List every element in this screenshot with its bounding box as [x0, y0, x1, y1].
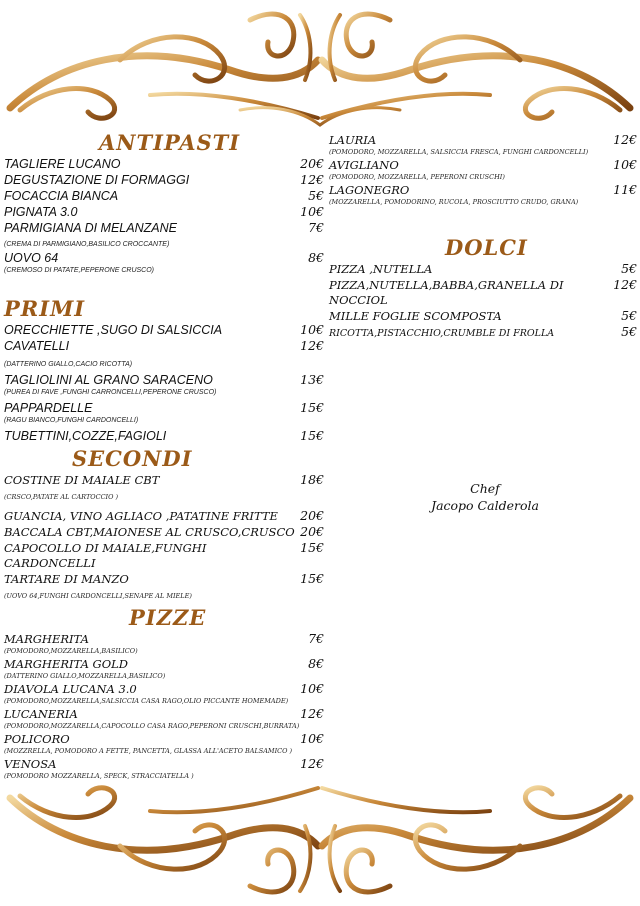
item-name: AVIGLIANO — [329, 158, 399, 172]
item-name: RICOTTA,PISTACCHIO,CRUMBLE DI FROLLA — [329, 328, 555, 339]
dolci-section — [445, 235, 637, 261]
item-price: 15€ — [300, 571, 324, 586]
bottom-ornament — [0, 776, 640, 906]
chef-name: Jacopo Calderola — [431, 498, 539, 513]
item-name: PIGNATA 3.0 — [4, 205, 78, 219]
item-description: (POMODORO,MOZZARELLA,BASILICO) — [4, 647, 138, 655]
item-description: (POMODORO,MOZZARELLA,CAPOCOLLO CASA RAGO,PEPERONI CRUSCHI,BURRATA) — [4, 722, 300, 730]
item-name: GUANCIA, VINO AGLIACO ,PATATINE FRITTE — [4, 509, 278, 523]
secondi-title: SECONDI — [72, 446, 193, 471]
item-description: (MOZZARELLA, POMODORINO, RUCOLA, PROSCIUTTO CRUDO, GRANA) — [329, 198, 579, 206]
item-name: DEGUSTAZIONE DI FORMAGGI — [4, 173, 190, 187]
item-description: (CREMA DI PARMIGIANO,BASILICO CROCCANTE) — [4, 241, 170, 248]
item-name: UOVO 64 — [4, 251, 59, 265]
item-price: 15€ — [300, 400, 324, 415]
pizze-title: PIZZE — [129, 605, 207, 630]
item-price: 12€ — [300, 172, 324, 187]
item-name: PIZZA,NUTELLA,BABBA,GRANELLA DI NOCCIOL — [329, 278, 564, 307]
item-description: (POMODORO,MOZZARELLA,SALSICCIA CASA RAGO,OLIO PICCANTE HOMEMADE) — [4, 697, 289, 705]
list-item — [4, 428, 324, 444]
item-description: (POMODORO MOZZARELLA, SPECK, STRACCIATELLA ) — [4, 772, 194, 780]
primi-section — [4, 296, 324, 322]
item-name: CAVATELLI — [4, 339, 70, 353]
item-price: 12€ — [613, 277, 637, 292]
chef-label: Chef — [470, 481, 500, 496]
item-price: 8€ — [308, 656, 324, 671]
item-price: 18€ — [300, 472, 324, 487]
list-item — [4, 322, 324, 338]
list-item — [329, 182, 637, 207]
item-name: BACCALA CBT,MAIONESE AL CRUSCO,CRUSCO — [4, 525, 295, 539]
dolci-title: DOLCI — [445, 235, 528, 260]
item-name: MILLE FOGLIE SCOMPOSTA — [329, 309, 502, 323]
item-price: 5€ — [308, 188, 324, 203]
item-name: MARGHERITA — [4, 632, 89, 646]
item-description: (CREMOSO DI PATATE,PEPERONE CRUSCO) — [4, 267, 154, 274]
secondi-section — [72, 446, 324, 472]
item-name: PAPPARDELLE — [4, 401, 93, 415]
item-name: POLICORO — [4, 732, 70, 746]
item-description: (MOZZRELLA, POMODORO A FETTE, PANCETTA, GLASSA ALL'ACETO BALSAMICO ) — [4, 747, 293, 755]
antipasti-list — [4, 156, 324, 276]
list-item — [4, 681, 324, 706]
item-price: 13€ — [300, 372, 324, 387]
pizze-section — [129, 605, 324, 631]
right-column — [329, 128, 637, 341]
item-price: 7€ — [308, 631, 324, 646]
list-item — [4, 706, 324, 731]
pizze-continued-list — [329, 132, 637, 207]
primi-list — [4, 322, 324, 444]
item-name: MARGHERITA GOLD — [4, 657, 129, 671]
item-name: LAURIA — [329, 133, 377, 147]
left-column — [4, 128, 324, 781]
antipasti-title: ANTIPASTI — [99, 130, 241, 155]
item-price: 7€ — [308, 220, 324, 235]
item-price: 15€ — [300, 540, 324, 555]
item-description: (PUREA DI FAVE ,FUNGHI CARRONCELLI,PEPERONE CRUSCO) — [4, 389, 217, 396]
list-item — [4, 156, 324, 172]
item-description: (CRSCO,PATATE AL CARTOCCIO ) — [4, 493, 119, 501]
pizze-list — [4, 631, 324, 781]
item-description: (RAGU BIANCO,FUNGHI CARDONCELLI) — [4, 417, 139, 424]
list-item — [4, 631, 324, 656]
item-name: DIAVOLA LUCANA 3.0 — [4, 682, 137, 696]
list-item — [329, 324, 637, 341]
dolci-list — [329, 261, 637, 341]
item-name: PIZZA ,NUTELLA — [329, 262, 433, 276]
list-item — [4, 338, 324, 370]
item-name: TAGLIERE LUCANO — [4, 157, 121, 171]
item-price: 10€ — [300, 322, 324, 337]
list-item — [4, 731, 324, 756]
item-price: 10€ — [613, 157, 637, 172]
list-item — [4, 250, 324, 276]
item-price: 5€ — [621, 324, 637, 339]
item-name: CAPOCOLLO DI MAIALE,FUNGHI CARDONCELLI — [4, 541, 207, 570]
item-name: PARMIGIANA DI MELANZANE — [4, 221, 177, 235]
item-price: 10€ — [300, 204, 324, 219]
item-description: (POMODORO, MOZZARELLA, PEPERONI CRUSCHI) — [329, 173, 505, 181]
list-item — [329, 308, 637, 324]
item-price: 20€ — [300, 156, 324, 171]
item-name: VENOSA — [4, 757, 57, 771]
item-name: TUBETTINI,COZZE,FAGIOLI — [4, 429, 167, 443]
item-name: FOCACCIA BIANCA — [4, 189, 119, 203]
item-description: (POMODORO, MOZZARELLA, SALSICCIA FRESCA, FUNGHI CARDONCELLI) — [329, 148, 589, 156]
item-name: LUCANERIA — [4, 707, 78, 721]
list-item — [4, 472, 324, 502]
item-name: LAGONEGRO — [329, 183, 410, 197]
list-item — [4, 220, 324, 250]
list-item — [329, 132, 637, 157]
list-item — [329, 277, 637, 308]
list-item — [4, 540, 324, 571]
primi-title: PRIMI — [4, 296, 86, 321]
top-ornament — [0, 0, 640, 130]
item-description: (DATTERINO GIALLO,CACIO RICOTTA) — [4, 361, 133, 368]
item-price: 5€ — [621, 308, 637, 323]
list-item — [4, 400, 324, 426]
list-item — [4, 204, 324, 220]
item-description: (UOVO 64,FUNGHI CARDONCELLI,SENAPE AL MIELE) — [4, 592, 192, 600]
list-item — [329, 157, 637, 182]
item-name: COSTINE DI MAIALE CBT — [4, 473, 160, 487]
item-price: 10€ — [300, 681, 324, 696]
item-price: 12€ — [300, 338, 324, 353]
list-item — [4, 571, 324, 601]
item-price: 8€ — [308, 250, 324, 265]
list-item — [4, 372, 324, 398]
item-name: TAGLIOLINI AL GRANO SARACENO — [4, 373, 213, 387]
item-description: (DATTERINO GIALLO,MOZZARELLA,BASILICO) — [4, 672, 166, 680]
list-item — [4, 172, 324, 188]
antipasti-section — [99, 130, 324, 156]
list-item — [4, 188, 324, 204]
list-item — [4, 656, 324, 681]
item-price: 20€ — [300, 508, 324, 523]
list-item — [4, 524, 324, 540]
item-price: 12€ — [613, 132, 637, 147]
item-price: 10€ — [300, 731, 324, 746]
item-price: 11€ — [613, 182, 637, 197]
item-price: 5€ — [621, 261, 637, 276]
list-item — [4, 508, 324, 524]
item-price: 20€ — [300, 524, 324, 539]
list-item — [329, 261, 637, 277]
item-name: ORECCHIETTE ,SUGO DI SALSICCIA — [4, 323, 223, 337]
chef-signature — [400, 480, 570, 514]
item-price: 15€ — [300, 428, 324, 443]
item-name: TARTARE DI MANZO — [4, 572, 129, 586]
item-price: 12€ — [300, 756, 324, 771]
secondi-list — [4, 472, 324, 601]
item-price: 12€ — [300, 706, 324, 721]
